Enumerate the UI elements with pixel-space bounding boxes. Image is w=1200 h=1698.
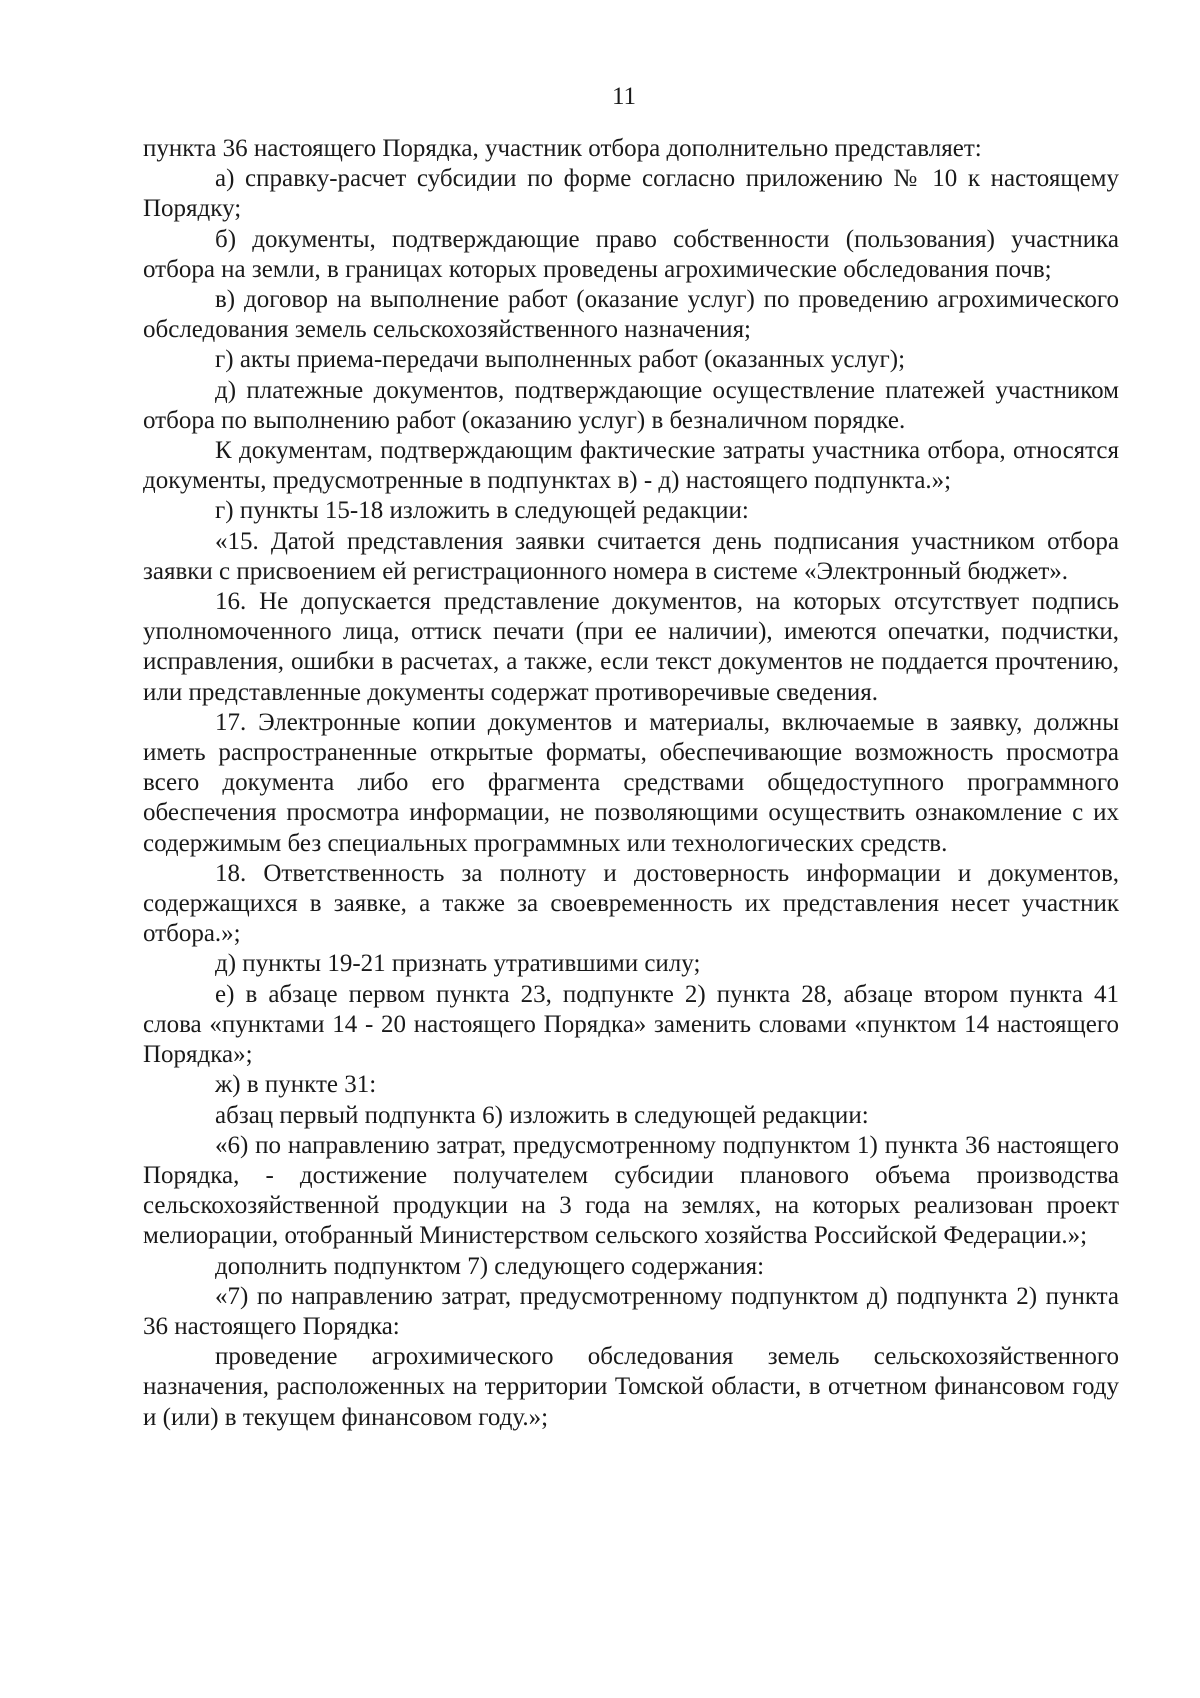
paragraph: 18. Ответственность за полноту и достоверность информации и документов, содержащихся в заявке, а также за своевременность их представления несет участник отбора.»; [143,859,1119,948]
paragraph: д) платежные документов, подтверждающие осуществление платежей участником отбора по выполнению работ (оказанию услуг) в безналичном порядке. [143,376,1119,434]
paragraph: абзац первый подпункта 6) изложить в следующей редакции: [215,1101,869,1129]
paragraph: 17. Электронные копии документов и материалы, включаемые в заявку, должны иметь распространенные открытые форматы, обеспечивающие возможность просмотра всего документа либо его фрагмента средствами общедоступного программного обеспечения просмотра информации, не позволяющими осуществить ознакомление с их содержимым без специальных программных или технологических средств. [143,708,1119,857]
paragraph: «6) по направлению затрат, предусмотренному подпунктом 1) пункта 36 настоящего Порядка, - достижение получателем субсидии планового объема производства сельскохозяйственной продукции на 3 года на землях, на которых реализован проект мелиорации, отобранный Министерством сельского хозяйства Российской Федерации.»; [143,1131,1119,1250]
paragraph: д) пункты 19-21 признать утратившими силу; [215,950,701,978]
paragraph: дополнить подпунктом 7) следующего содержания: [215,1252,765,1280]
page-number: 11 [611,83,637,110]
paragraph: проведение агрохимического обследования земель сельскохозяйственного назначения, расположенных на территории Томской области, в отчетном финансовом году и (или) в текущем финансовом году.»; [143,1343,1119,1431]
paragraph: «7) по направлению затрат, предусмотренному подпунктом д) подпункта 2) пункта 36 настоящего Порядка: [143,1282,1119,1340]
paragraph: г) акты приема-передачи выполненных работ (оказанных услуг); [215,346,906,374]
paragraph: «15. Датой представления заявки считается день подписания участником отбора заявки с присвоением ей регистрационного номера в системе «Электронный бюджет». [143,527,1119,585]
document-body [143,134,1119,1433]
paragraph: 16. Не допускается представление документов, на которых отсутствует подпись уполномоченного лица, оттиск печати (при ее наличии), имеются опечатки, подчистки, исправления, ошибки в расчетах, а также, если текст документов не поддается прочтению, или представленные документы содержат противоречивые сведения. [143,588,1119,706]
paragraph: е) в абзаце первом пункта 23, подпункте 2) пункта 28, абзаце втором пункта 41 слова «пунктами 14 - 20 настоящего Порядка» заменить словами «пунктом 14 настоящего Порядка»; [143,980,1119,1069]
paragraph: г) пункты 15-18 изложить в следующей редакции: [215,497,749,525]
paragraph: пункта 36 настоящего Порядка, участник отбора дополнительно представляет: [143,135,982,162]
paragraph: ж) в пункте 31: [215,1071,377,1099]
paragraph: в) договор на выполнение работ (оказание услуг) по проведению агрохимического обследования земель сельскохозяйственного назначения; [143,286,1119,344]
paragraph: К документам, подтверждающим фактические затраты участника отбора, относятся документы, предусмотренные в подпунктах в) - д) настоящего подпункта.»; [143,437,1119,495]
paragraph: а) справку-расчет субсидии по форме согласно приложению № 10 к настоящему Порядку; [143,165,1119,223]
paragraph: б) документы, подтверждающие право собственности (пользования) участника отбора на земли, в границах которых проведены агрохимические обследования почв; [143,225,1119,283]
